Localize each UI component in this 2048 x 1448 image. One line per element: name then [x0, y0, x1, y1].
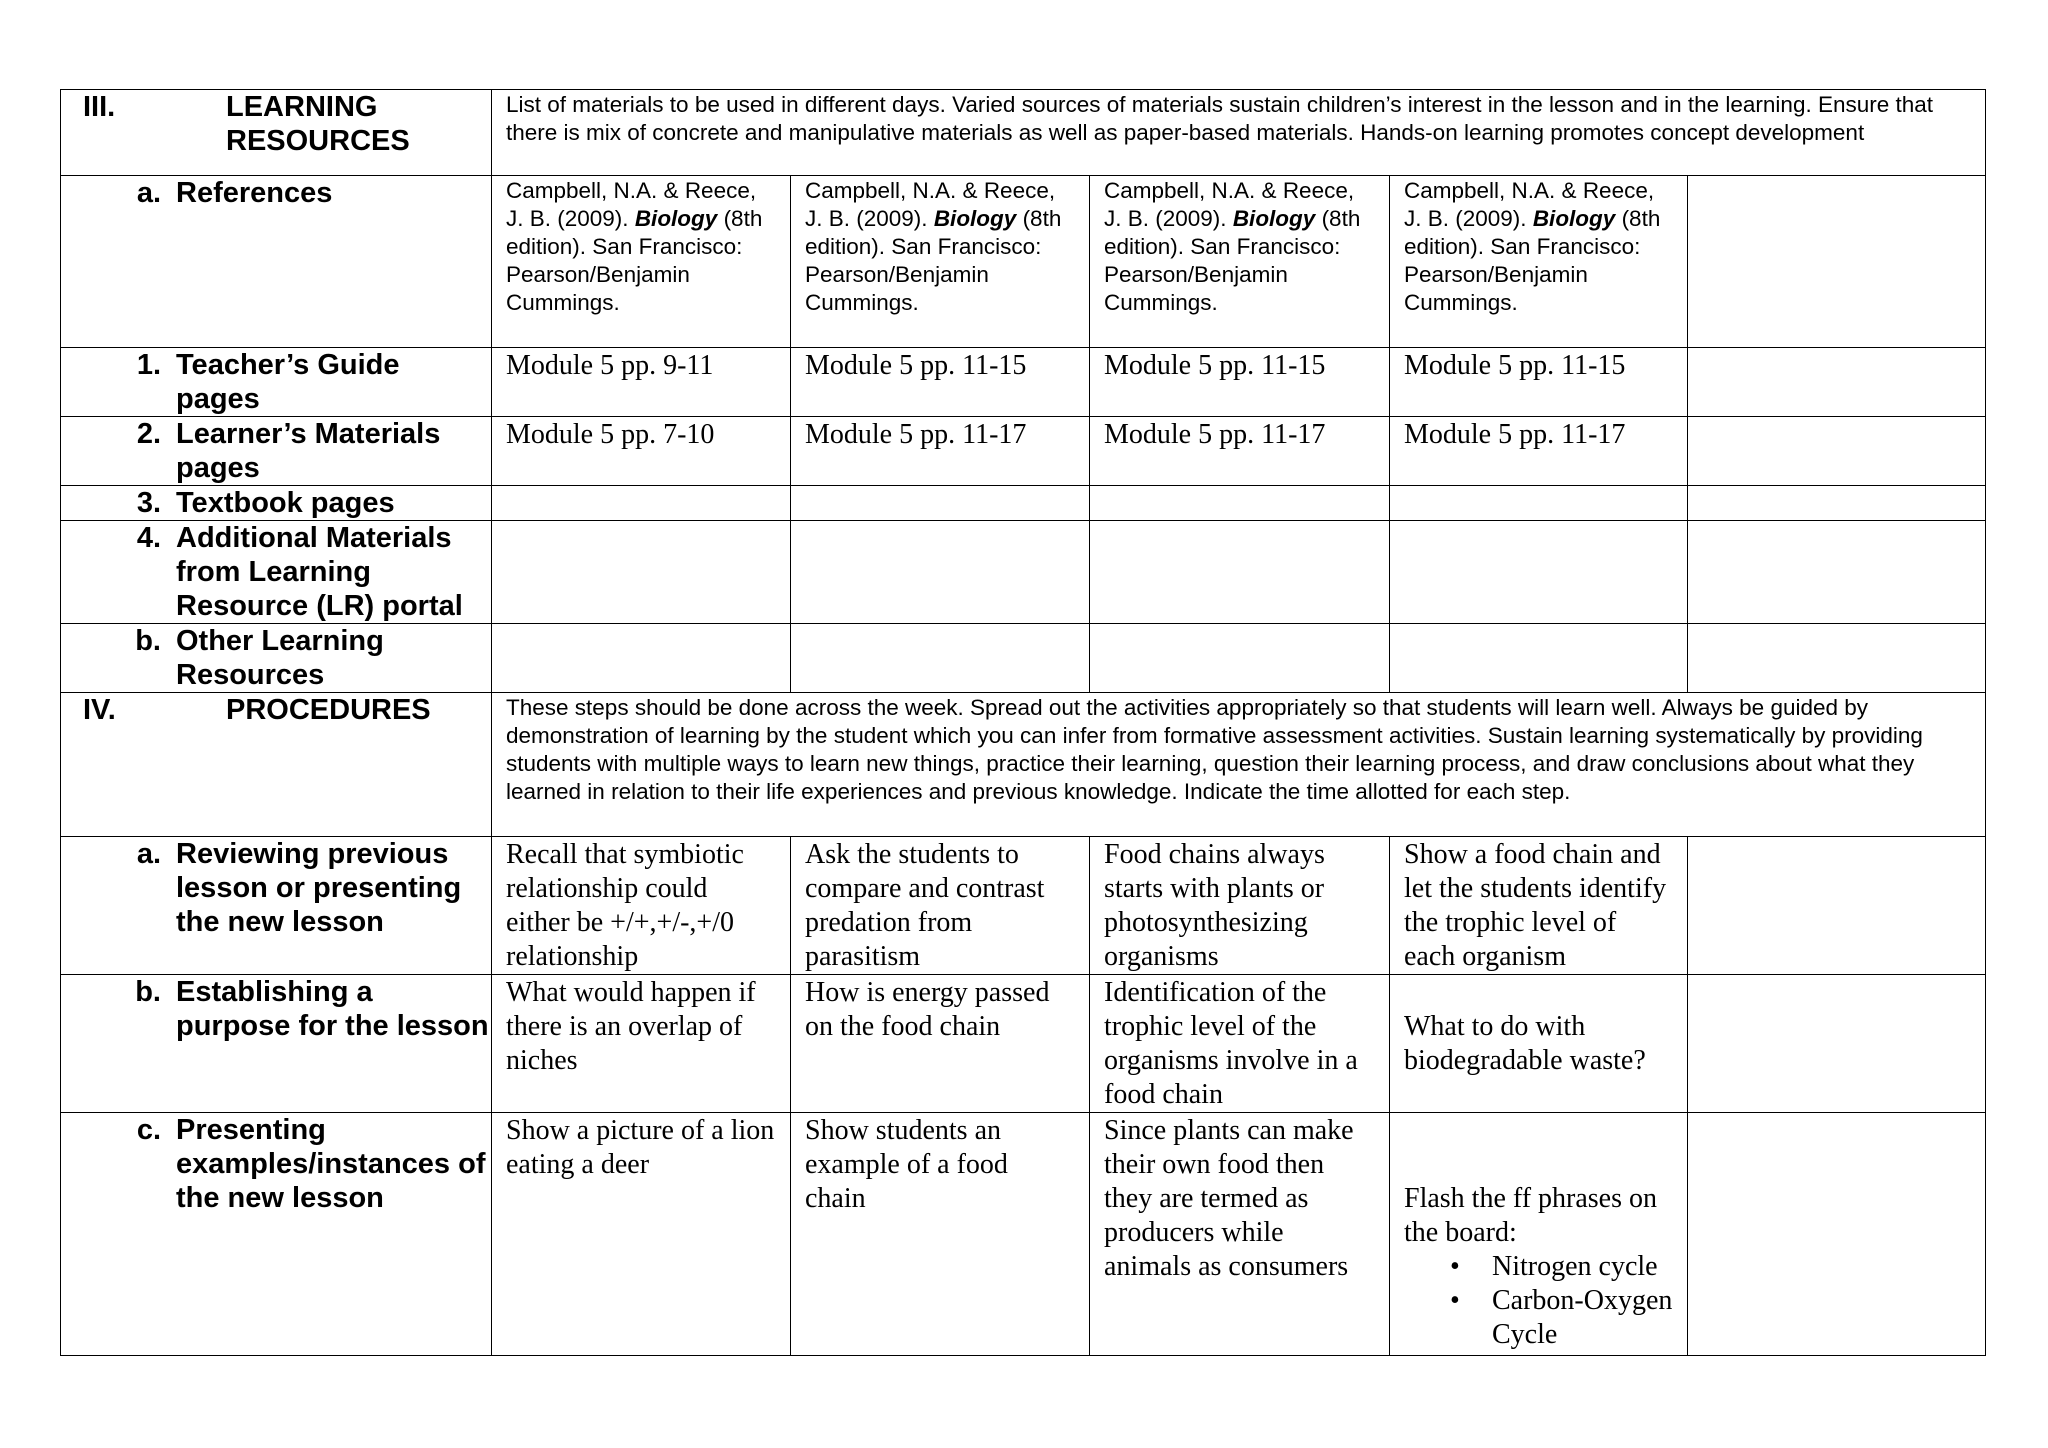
table-cell: Module 5 pp. 11-17 — [791, 417, 1090, 486]
table-cell: Ask the students to compare and contrast predation from parasitism — [791, 837, 1090, 975]
table-cell: What to do with biodegradable waste? — [1390, 975, 1688, 1113]
row-label-cell — [61, 837, 492, 975]
row-label-cell — [61, 975, 492, 1113]
table-cell: Show students an example of a food chain — [791, 1113, 1090, 1356]
row-label-cell — [61, 348, 492, 417]
row-number: b. — [135, 976, 161, 1008]
section-procedures-header — [61, 693, 492, 837]
section-description: List of materials to be used in different days. Varied sources of materials sustain children’s interest in the lesson and in the learning. Ensure that there is mix of concrete and manipulative materials as well as paper-based materials. Hands-on learning promotes concept development — [506, 92, 1934, 145]
row-label: References — [176, 177, 333, 209]
reference-cell — [1390, 176, 1688, 348]
table-cell: Since plants can make their own food then they are termed as producers while animals as consumers — [1090, 1113, 1390, 1356]
table-cell — [1688, 417, 1986, 486]
table-cell: Module 5 pp. 11-17 — [1090, 417, 1390, 486]
row-number: b. — [135, 625, 161, 657]
table-cell — [1688, 975, 1986, 1113]
reference-text — [1688, 176, 1985, 177]
section-description-cell — [492, 693, 1986, 837]
list-item: • Carbon-Oxygen Cycle — [1450, 1285, 1673, 1350]
row-label-cell — [61, 417, 492, 486]
row-label: Additional Materials from Learning Resource (LR) portal — [176, 522, 463, 622]
row-label-cell — [61, 176, 492, 348]
table-cell — [1688, 837, 1986, 975]
section-resources-header — [61, 90, 492, 176]
table-cell — [791, 624, 1090, 693]
row-label-cell — [61, 521, 492, 624]
table-cell — [791, 521, 1090, 624]
table-cell: What would happen if there is an overlap of niches — [492, 975, 791, 1113]
table-cell: How is energy passed on the food chain — [791, 975, 1090, 1113]
section-description: These steps should be done across the week. Spread out the activities appropriately so that students will learn well. Always be guided by demonstration of learning by the student which you can infer from formative assessment activities. Sustain learning systematically by providing students with multiple ways to learn new things, practice their learning, question their learning process, and draw conclusions about what they learned in relation to their life experiences and previous knowledge. Indicate the time allotted for each step. — [506, 695, 1923, 804]
bullet-icon: • — [1450, 1285, 1460, 1316]
table-cell: Food chains always starts with plants or photosynthesizing organisms — [1090, 837, 1390, 975]
row-label: Textbook pages — [176, 487, 395, 519]
bullet-icon: • — [1450, 1251, 1460, 1282]
table-cell: Module 5 pp. 9-11 — [492, 348, 791, 417]
section-numeral: IV. — [83, 694, 116, 726]
lesson-plan-table — [60, 89, 1986, 1356]
table-cell: Identification of the trophic level of the organisms involve in a food chain — [1090, 975, 1390, 1113]
table-cell: Show a food chain and let the students identify the trophic level of each organism — [1390, 837, 1688, 975]
presenting-row — [61, 1113, 1986, 1356]
row-label: Other Learning Resources — [176, 625, 384, 691]
table-cell: Module 5 pp. 7-10 — [492, 417, 791, 486]
table-cell — [492, 486, 791, 521]
table-cell: Module 5 pp. 11-15 — [791, 348, 1090, 417]
reference-text: Campbell, N.A. & Reece, J. B. (2009). Biology (8th edition). San Francisco: Pearson/Benjamin Cummings. — [1404, 178, 1661, 315]
reviewing-row — [61, 837, 1986, 975]
references-row — [61, 176, 1986, 348]
row-number: 2. — [136, 418, 161, 450]
textbook-row — [61, 486, 1986, 521]
table-cell: Module 5 pp. 11-15 — [1390, 348, 1688, 417]
table-cell — [1390, 486, 1688, 521]
row-label: Presenting examples/instances of the new lesson — [176, 1114, 486, 1214]
row-number: a. — [136, 177, 161, 209]
table-cell — [1090, 624, 1390, 693]
table-cell: Show a picture of a lion eating a deer — [492, 1113, 791, 1356]
table-cell — [1090, 486, 1390, 521]
row-label: Reviewing previous lesson or presenting the new lesson — [176, 838, 462, 938]
reference-cell — [1688, 176, 1986, 348]
other-resources-row — [61, 624, 1986, 693]
table-cell — [1688, 521, 1986, 624]
table-cell — [1688, 348, 1986, 417]
row-number: 3. — [136, 487, 161, 519]
section-procedures-row — [61, 693, 1986, 837]
table-cell — [1688, 1113, 1986, 1356]
table-cell — [1390, 624, 1688, 693]
row-number: a. — [136, 838, 161, 870]
table-cell — [1688, 486, 1986, 521]
section-title: LEARNING RESOURCES — [226, 91, 410, 157]
table-cell: Module 5 pp. 11-15 — [1090, 348, 1390, 417]
establishing-row — [61, 975, 1986, 1113]
row-label: Establishing a purpose for the lesson — [176, 976, 489, 1042]
row-number: 4. — [136, 522, 161, 554]
table-cell: Recall that symbiotic relationship could either be +/+,+/-,+/0 relationship — [492, 837, 791, 975]
table-cell — [1090, 521, 1390, 624]
table-cell — [1390, 1113, 1688, 1356]
reference-text: Campbell, N.A. & Reece, J. B. (2009). Biology (8th edition). San Francisco: Pearson/Benjamin Cummings. — [805, 178, 1062, 315]
row-label-cell — [61, 486, 492, 521]
row-number: c. — [136, 1114, 161, 1146]
section-resources-row — [61, 90, 1986, 176]
table-cell — [1390, 521, 1688, 624]
additional-materials-row — [61, 521, 1986, 624]
table-cell — [791, 486, 1090, 521]
table-cell — [492, 624, 791, 693]
flash-phrases-intro: Flash the ff phrases on the board: — [1404, 1183, 1657, 1248]
table-cell: Module 5 pp. 11-17 — [1390, 417, 1688, 486]
reference-cell — [1090, 176, 1390, 348]
row-label: Learner’s Materials pages — [176, 418, 441, 484]
section-description-cell — [492, 90, 1986, 176]
section-numeral: III. — [83, 91, 116, 123]
teachers-guide-row — [61, 348, 1986, 417]
table-cell — [492, 521, 791, 624]
reference-text: Campbell, N.A. & Reece, J. B. (2009). Biology (8th edition). San Francisco: Pearson/Benjamin Cummings. — [506, 178, 763, 315]
reference-cell — [492, 176, 791, 348]
list-item: • Nitrogen cycle — [1450, 1251, 1658, 1282]
bullet-list — [1404, 1250, 1673, 1352]
reference-text: Campbell, N.A. & Reece, J. B. (2009). Biology (8th edition). San Francisco: Pearson/Benjamin Cummings. — [1104, 178, 1361, 315]
section-title: PROCEDURES — [226, 694, 431, 726]
row-label-cell — [61, 1113, 492, 1356]
row-label: Teacher’s Guide pages — [176, 349, 400, 415]
table-cell — [1688, 624, 1986, 693]
row-number: 1. — [136, 349, 161, 381]
learners-materials-row — [61, 417, 1986, 486]
reference-cell — [791, 176, 1090, 348]
row-label-cell — [61, 624, 492, 693]
